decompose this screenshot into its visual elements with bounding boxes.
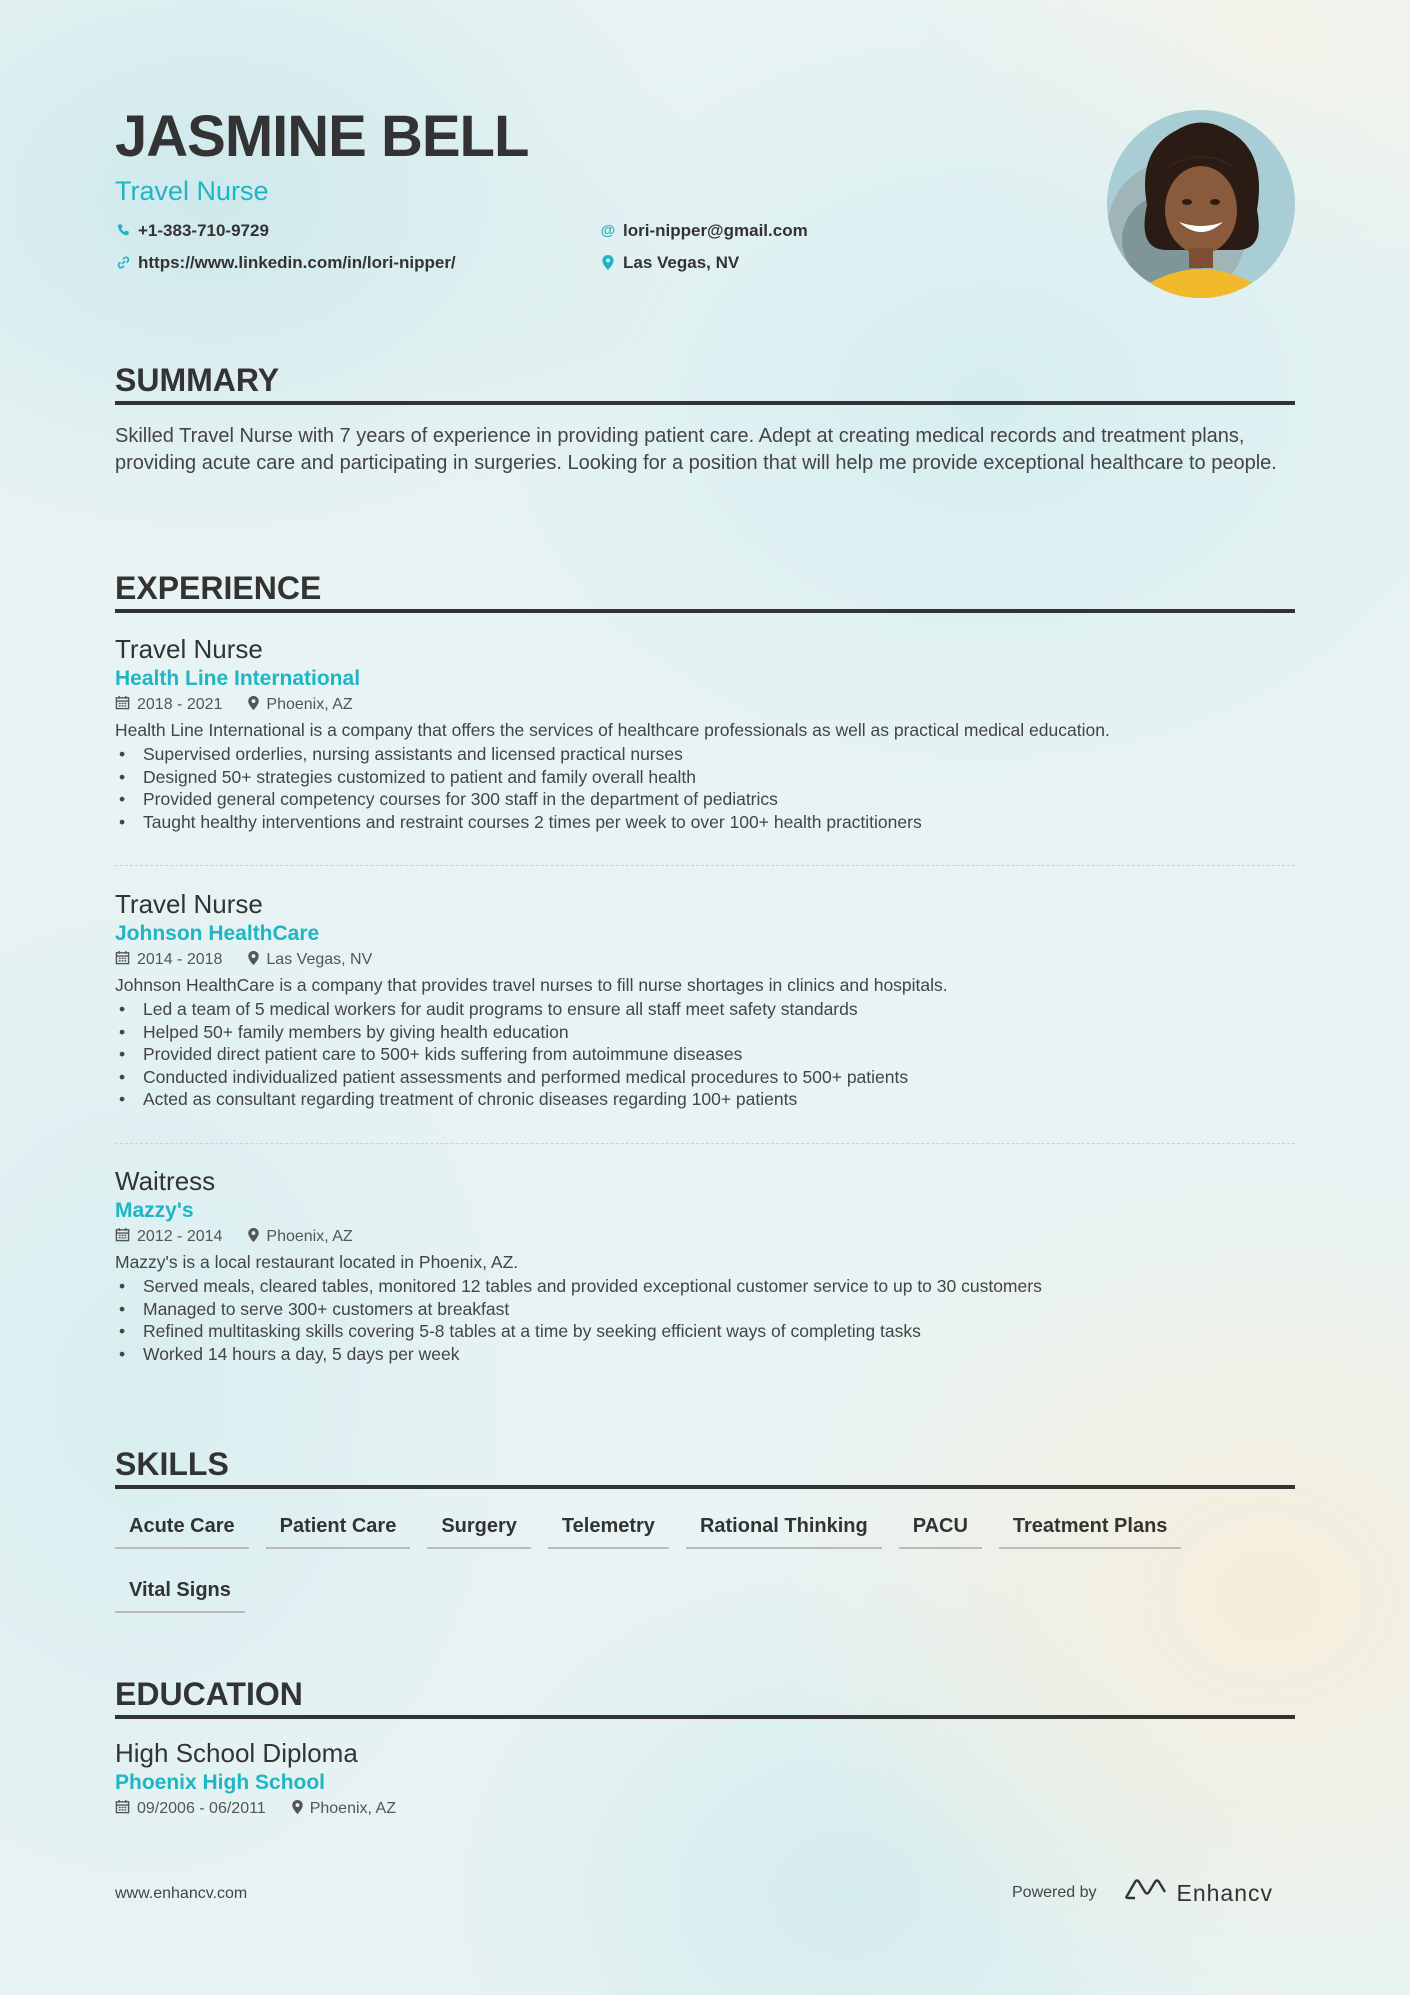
skill-tag: Surgery [427,1510,531,1549]
phone-icon [115,223,131,238]
enhancv-logo[interactable] [1123,1878,1274,1908]
phone-text: +1-383-710-9729 [138,221,269,240]
link-icon [115,255,131,270]
enhancv-logo-icon [1123,1878,1169,1908]
job-location: Las Vegas, NV [266,951,373,968]
map-pin-icon [600,255,616,270]
powered-by-label: Powered by [1012,1884,1097,1901]
bullet-item: • Provided direct patient care to 500+ kids suffering from autoimmune diseases [115,1043,1295,1066]
skill-tag: Treatment Plans [999,1510,1182,1549]
skill-tag: Telemetry [548,1510,669,1549]
job-description: Johnson HealthCare is a company that provides travel nurses to fill nurse shortages in clinics and hospitals. [115,975,948,995]
job-title: Waitress [115,1166,216,1196]
entry-divider [115,1143,1295,1144]
skill-tag: PACU [899,1510,982,1549]
education-dates: 09/2006 - 06/2011 [137,1800,266,1817]
candidate-name: JASMINE BELL [115,104,529,169]
location-text: Las Vegas, NV [623,253,740,272]
skills-heading: SKILLS [115,1448,1295,1489]
experience-heading: EXPERIENCE [115,572,1295,613]
contact-location [600,254,739,271]
bullet-item: • Refined multitasking skills covering 5-8 tables at a time by seeking efficient ways of completing tasks [115,1320,1295,1343]
company-name[interactable]: Johnson HealthCare [115,922,320,945]
bullet-item: • Served meals, cleared tables, monitored 12 tables and provided exceptional customer service to up to 30 customers [115,1275,1295,1298]
skills-list [115,1510,1295,1613]
contact-linkedin[interactable] [115,254,456,271]
skill-tag: Rational Thinking [686,1510,882,1549]
skill-tag: Patient Care [266,1510,411,1549]
skill-tag: Vital Signs [115,1574,245,1613]
skill-tag: Acute Care [115,1510,249,1549]
job-description: Mazzy's is a local restaurant located in Phoenix, AZ. [115,1252,519,1272]
bullet-item: • Supervised orderlies, nursing assistants and licensed practical nurses [115,743,1295,766]
degree-title: High School Diploma [115,1738,358,1768]
education-heading: EDUCATION [115,1678,1295,1719]
job-dates: 2018 - 2021 [137,696,223,713]
education-meta [115,1797,1295,1821]
map-pin-icon [248,693,259,717]
job-bullets [115,998,1295,1111]
calendar-icon [115,1225,130,1249]
calendar-icon [115,1797,130,1821]
map-pin-icon [248,948,259,972]
bullet-item: • Conducted individualized patient assessments and performed medical procedures to 500+ patients [115,1066,1295,1089]
job-meta [115,948,1295,972]
job-bullets [115,1275,1295,1365]
footer-website-link[interactable]: www.enhancv.com [115,1885,248,1902]
experience-entry [115,1165,1295,1365]
bullet-item: • Taught healthy interventions and restraint courses 2 times per week to over 100+ health practitioners [115,811,1295,834]
calendar-icon [115,948,130,972]
bullet-item: • Led a team of 5 medical workers for audit programs to ensure all staff meet safety standards [115,998,1295,1021]
company-name[interactable]: Health Line International [115,667,361,690]
profile-photo [1107,110,1295,298]
job-location: Phoenix, AZ [266,696,353,713]
job-meta [115,1225,1295,1249]
education-location: Phoenix, AZ [309,1800,396,1817]
bullet-item: • Provided general competency courses for 300 staff in the department of pediatrics [115,788,1295,811]
job-meta [115,693,1295,717]
education-entry [115,1737,1295,1821]
linkedin-text: https://www.linkedin.com/in/lori-nipper/ [138,253,456,272]
bullet-item: • Designed 50+ strategies customized to patient and family overall health [115,766,1295,789]
enhancv-wordmark: Enhancv [1176,1879,1274,1906]
email-text: lori-nipper@gmail.com [623,221,808,240]
job-location: Phoenix, AZ [266,1228,353,1245]
bullet-item: • Worked 14 hours a day, 5 days per week [115,1343,1295,1366]
job-title: Travel Nurse [115,634,263,664]
bullet-item: • Managed to serve 300+ customers at breakfast [115,1298,1295,1321]
company-name[interactable]: Mazzy's [115,1199,194,1222]
footer-branding [1012,1878,1273,1908]
job-dates: 2012 - 2014 [137,1228,223,1245]
bullet-item: • Helped 50+ family members by giving health education [115,1021,1295,1044]
job-title: Travel Nurse [115,889,263,919]
map-pin-icon [292,1797,303,1821]
bullet-item: • Acted as consultant regarding treatment of chronic diseases regarding 100+ patients [115,1088,1295,1111]
experience-entry [115,888,1295,1111]
contact-phone[interactable] [115,222,269,239]
job-description: Health Line International is a company that offers the services of healthcare professionals as well as practical medical education. [115,720,1110,740]
candidate-headline: Travel Nurse [115,176,269,206]
school-name[interactable]: Phoenix High School [115,1771,326,1794]
contact-email[interactable] [600,222,808,239]
experience-entry [115,633,1295,833]
entry-divider [115,865,1295,866]
summary-heading: SUMMARY [115,364,1295,405]
summary-text: Skilled Travel Nurse with 7 years of experience in providing patient care. Adept at creating medical records and treatment plans, providing acute care and participating in surgeries. Looking for a position that will help me provide exceptional healthcare to people. [115,425,1277,474]
at-icon: @ [600,222,616,239]
job-dates: 2014 - 2018 [137,951,223,968]
map-pin-icon [248,1225,259,1249]
job-bullets [115,743,1295,833]
calendar-icon [115,693,130,717]
